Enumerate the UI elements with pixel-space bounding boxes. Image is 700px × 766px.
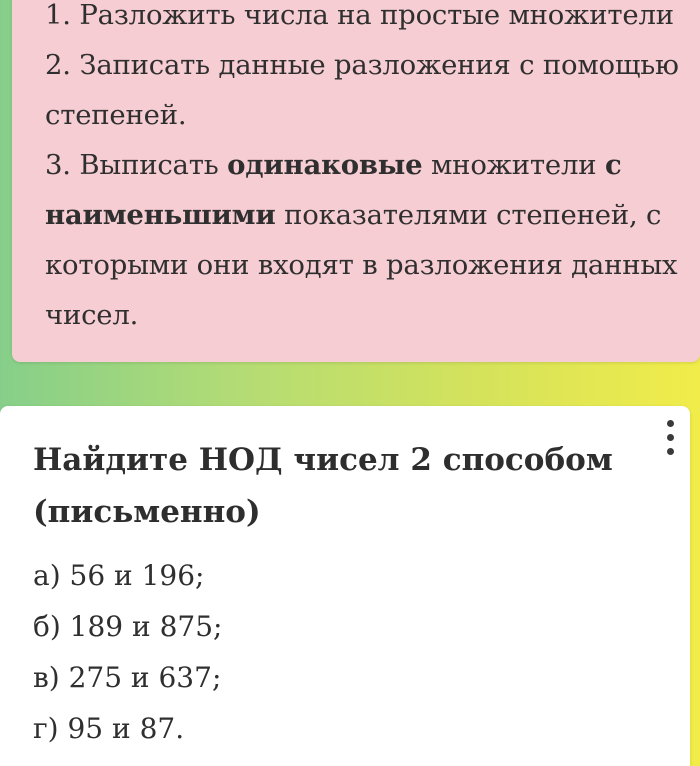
menu-dot [667, 420, 674, 427]
menu-dot [667, 448, 674, 455]
step-2-text-line1: 2. Записать данные разложения с помощью [45, 49, 679, 81]
task-option-d: г) 95 и 87. [33, 712, 185, 745]
step-1 [45, 0, 680, 40]
task-options-list [33, 550, 222, 754]
step-3-bold-with: с [604, 149, 622, 181]
step-2 [45, 40, 680, 140]
step-2-text-line2: степеней. [45, 99, 187, 131]
instructions-card [12, 0, 700, 362]
task-option-a: а) 56 и 196; [33, 559, 205, 592]
step-3-bold-same: одинаковые [227, 149, 423, 181]
task-title [33, 434, 613, 538]
step-1-text: 1. Разложить числа на простые множители [45, 0, 674, 31]
step-3-rest: показателями степеней, с [275, 199, 662, 231]
step-3-mid: множители [422, 149, 605, 181]
step-3-line3: которыми они входят в разложения данных [45, 249, 678, 281]
task-option-b: б) 189 и 875; [33, 610, 223, 643]
more-vertical-icon[interactable] [663, 420, 679, 456]
step-3 [45, 140, 680, 340]
task-title-line1: Найдите НОД чисел 2 способом [33, 442, 613, 478]
task-card [0, 406, 690, 766]
task-title-line2: (письменно) [33, 494, 261, 530]
step-3-bold-smallest: наименьшими [45, 199, 276, 231]
task-option-c: в) 275 и 637; [33, 661, 222, 694]
instructions-list [45, 0, 680, 340]
menu-dot [667, 434, 674, 441]
step-3-prefix: 3. Выписать [45, 149, 228, 181]
step-3-line4: чисел. [45, 299, 139, 331]
